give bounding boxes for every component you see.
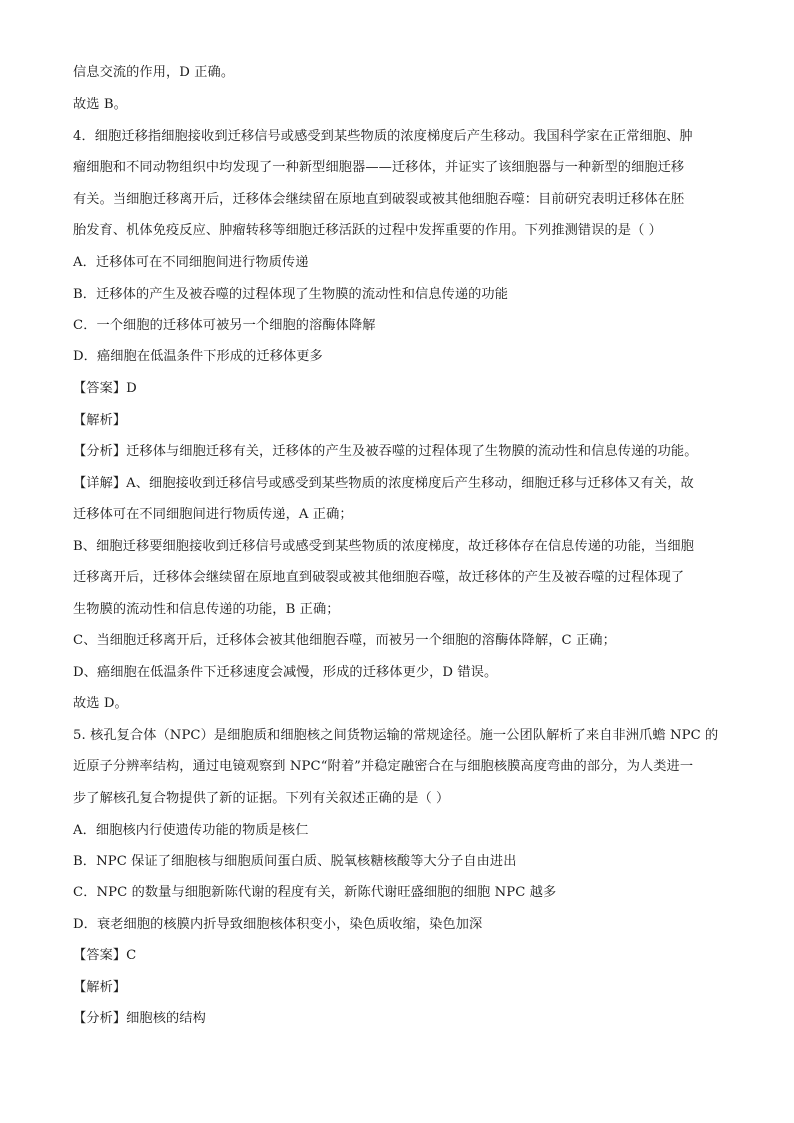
option-c: C．NPC 的数量与细胞新陈代谢的程度有关，新陈代谢旺盛细胞的细胞 NPC 越多	[73, 885, 557, 900]
analysis-label: 【解析】	[73, 413, 127, 428]
detail-text: 迁移体可在不同细胞间进行物质传递，A 正确；	[73, 507, 353, 522]
detail-text: 【详解】A、细胞接收到迁移信号或感受到某些物质的浓度梯度后产生移动，细胞迁移与迁移体又有关，故	[73, 476, 694, 491]
option-a: A．细胞核内行使遗传功能的物质是核仁	[73, 823, 309, 838]
text-line: 故选 B。	[73, 97, 127, 112]
option-d: D．癌细胞在低温条件下形成的迁移体更多	[73, 349, 323, 364]
text-line: 信息交流的作用，D 正确。	[73, 65, 235, 80]
detail-text: C、当细胞迁移离开后，迁移体会被其他细胞吞噬，而被另一个细胞的溶酶体降解，C 正确；	[73, 633, 616, 648]
question-4-stem: 4．细胞迁移指细胞接收到迁移信号或感受到某些物质的浓度梯度后产生移动。我国科学家在正常细胞、肿	[73, 129, 693, 144]
question-4-stem: 有关。当细胞迁移离开后，迁移体会继续留在原地直到破裂或被其他细胞吞噬：目前研究表明迁移体在胚	[73, 192, 685, 207]
question-4-stem: 胎发育、机体免疫反应、肿瘤转移等细胞迁移活跃的过程中发挥重要的作用。下列推测错误的是（ ）	[73, 223, 662, 238]
detail-text: 生物膜的流动性和信息传递的功能，B 正确；	[73, 602, 340, 617]
question-5-stem: 5. 核孔复合体（NPC）是细胞质和细胞核之间货物运输的常规途径。施一公团队解析了来自非洲爪蟾 NPC 的	[73, 728, 719, 743]
question-4-stem: 瘤细胞和不同动物组织中均发现了一种新型细胞器——迁移体，并证实了该细胞器与一种新型的细胞迁移	[73, 160, 685, 175]
option-a: A．迁移体可在不同细胞间进行物质传递	[73, 255, 309, 270]
option-b: B．NPC 保证了细胞核与细胞质间蛋白质、脱氧核糖核酸等大分子自由进出	[73, 854, 517, 869]
question-5-stem: 近原子分辨率结构，通过电镜观察到 NPC“附着”并稳定融密合在与细胞核膜高度弯曲的部分，为人类进一	[73, 759, 694, 774]
analysis-text: 【分析】迁移体与细胞迁移有关，迁移体的产生及被吞噬的过程体现了生物膜的流动性和信息传递的功能。	[73, 444, 698, 459]
detail-text: B、细胞迁移要细胞接收到迁移信号或感受到某些物质的浓度梯度，故迁移体存在信息传递的功能，当细胞	[73, 539, 695, 554]
option-c: C．一个细胞的迁移体可被另一个细胞的溶酶体降解	[73, 318, 376, 333]
detail-text: D、癌细胞在低温条件下迁移速度会减慢，形成的迁移体更少，D 错误。	[73, 665, 498, 680]
detail-text: 迁移离开后，迁移体会继续留在原地直到破裂或被其他细胞吞噬，故迁移体的产生及被吞噬的过程体现了	[73, 570, 685, 585]
question-5-stem: 步了解核孔复合物提供了新的证据。下列有关叙述正确的是（ ）	[73, 791, 450, 806]
analysis-text: 【分析】细胞核的结构	[73, 1011, 206, 1026]
analysis-label: 【解析】	[73, 980, 127, 995]
answer-label: 【答案】D	[73, 381, 137, 396]
text-line: 故选 D。	[73, 696, 128, 711]
option-d: D．衰老细胞的核膜内折导致细胞核体积变小，染色质收缩，染色加深	[73, 917, 483, 932]
option-b: B．迁移体的产生及被吞噬的过程体现了生物膜的流动性和信息传递的功能	[73, 287, 508, 302]
answer-label: 【答案】C	[73, 948, 137, 963]
